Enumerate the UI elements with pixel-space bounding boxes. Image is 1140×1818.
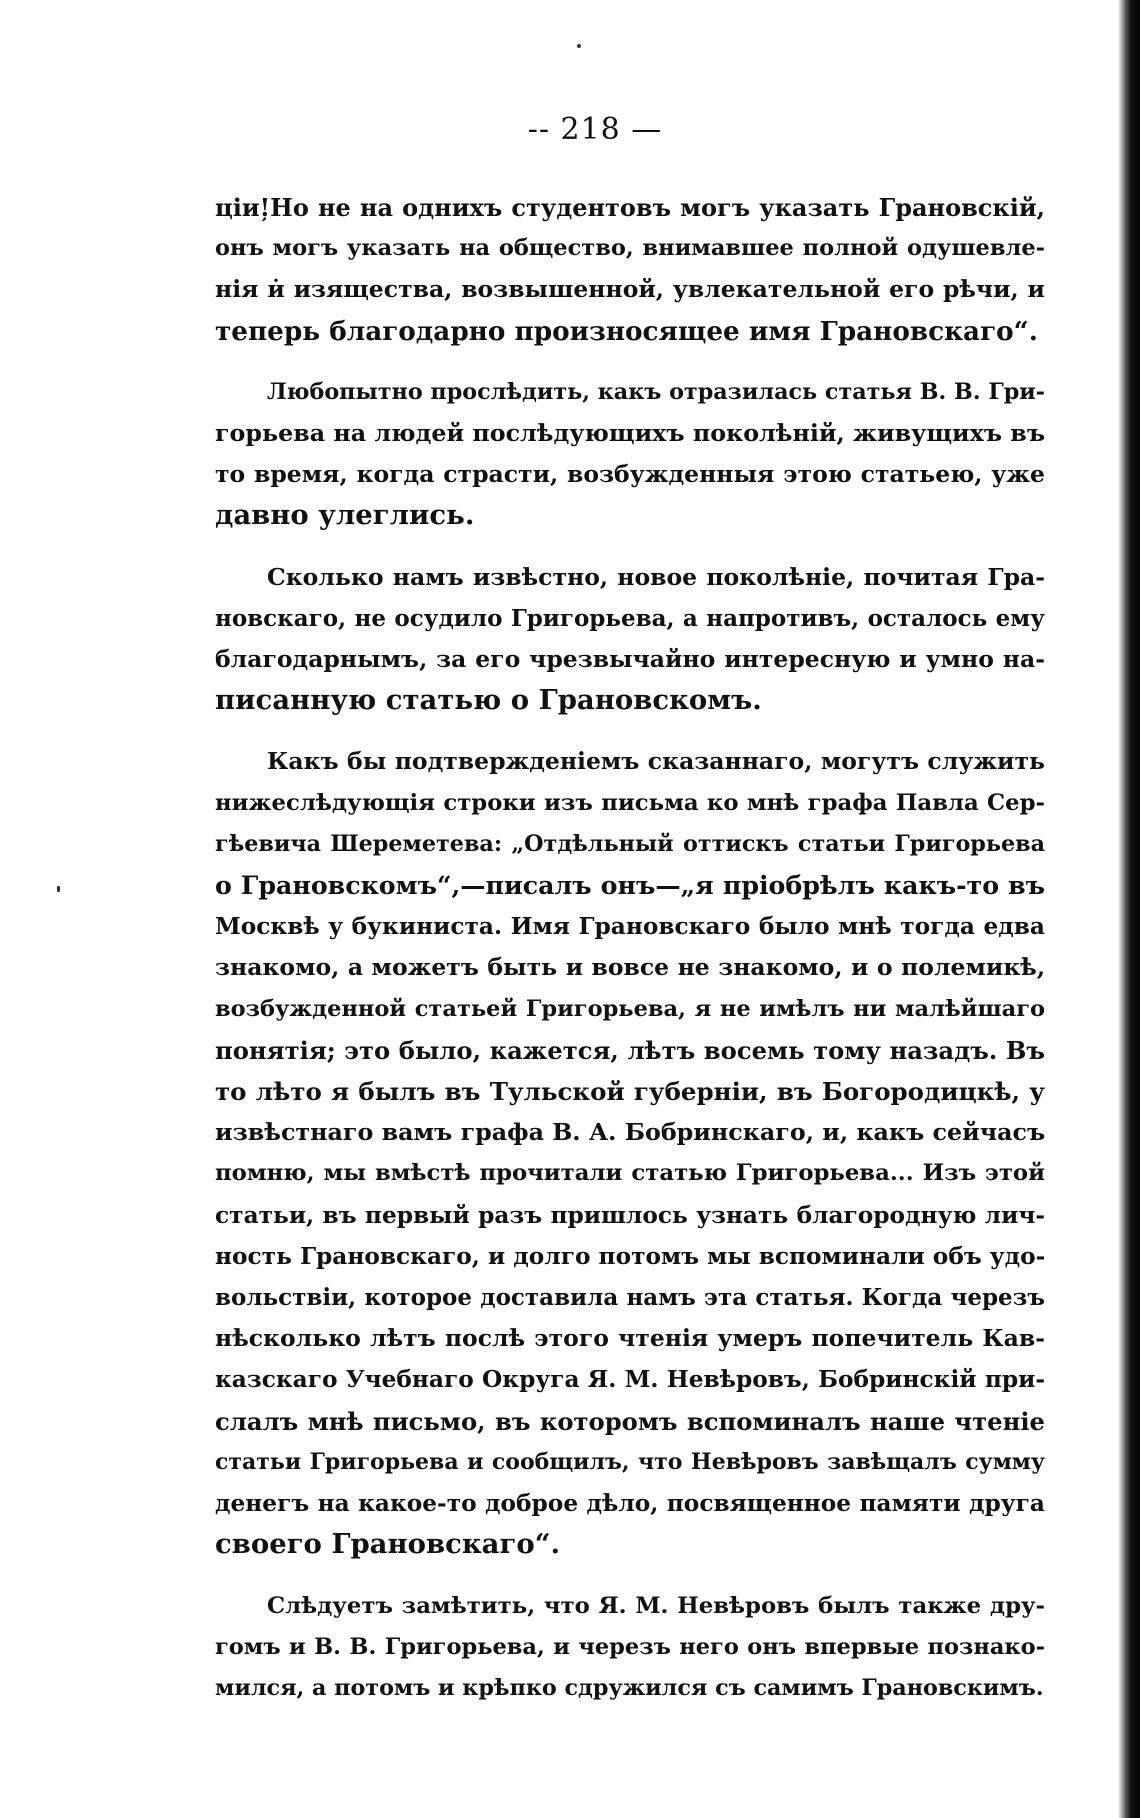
text-line: извѣстнаго вамъ графа В. А. Бобринскаго, и, какъ сейчасъ xyxy=(215,1118,1046,1147)
page-edge-shadow xyxy=(1118,0,1140,1818)
text-line: возбужденной статьей Григорьева, я не имѣлъ ни малѣйшаго xyxy=(215,995,1045,1022)
text-line: помню, мы вмѣстѣ прочитали статью Григорьева... Изъ этой xyxy=(215,1160,1045,1187)
ink-speck xyxy=(57,886,60,892)
text-line: новскаго, не осудило Григорьева, а напротивъ, осталось ему xyxy=(215,604,1045,632)
text-line: гѣевича Шереметева: „Отдѣльный оттискъ статьи Григорьева xyxy=(215,830,1045,857)
paragraph xyxy=(215,741,1045,1565)
text-line: то лѣто я былъ въ Тульской губерніи, въ Богородицкѣ, у xyxy=(215,1077,1045,1107)
text-line: Сколько намъ извѣстно, новое поколѣніе, почитая Гра- xyxy=(267,562,1045,591)
text-line: нія и̇ изящества, возвышенной, увлекательной его рѣчи, и xyxy=(215,275,1045,304)
text-line: Какъ бы подтвержденіемъ сказаннаго, могутъ служить xyxy=(267,747,1045,776)
paragraph xyxy=(215,187,1045,352)
text-line: нижеслѣдующія строки изъ письма ко мнѣ графа Павла Сер- xyxy=(215,789,1045,816)
body-text xyxy=(215,187,1045,1729)
text-line: нѣсколько лѣтъ послѣ этого чтенія умеръ попечитель Кав- xyxy=(215,1324,1045,1353)
paragraph xyxy=(215,1586,1045,1710)
text-line: Москвѣ у букиниста. Имя Грановскаго было мнѣ тогда едва xyxy=(215,913,1045,941)
text-line: давно улеглись. xyxy=(215,499,475,532)
text-line: ціи!̦Но не на однихъ студентовъ могъ указать Грановскій, xyxy=(215,193,1045,222)
text-line: статьи Григорьева и сообщилъ, что Невѣровъ завѣщалъ сумму xyxy=(215,1448,1045,1475)
text-line: знакомо, а можетъ быть и вовсе не знакомо, и о полемикѣ, xyxy=(215,953,1045,982)
text-line: казскаго Учебнаго Округа Я. М. Невѣровъ, Бобринскій при- xyxy=(215,1366,1045,1394)
ink-speck xyxy=(577,44,581,48)
text-line: понятія; это было, кажется, лѣтъ восемь тому назадъ. Въ xyxy=(215,1035,1045,1065)
text-line: вольствіи, которое доставила намъ эта статья. Когда черезъ xyxy=(215,1284,1045,1312)
text-line: онъ могъ указать на общество, внимавшее полной одушевле- xyxy=(215,235,1045,262)
text-line: благодарнымъ, за его чрезвычайно интересную и умно на- xyxy=(215,645,1045,674)
text-line: о Грановскомъ“,—писалъ онъ—„я пріобрѣлъ какъ-то въ xyxy=(215,870,1045,901)
paragraph xyxy=(215,372,1045,537)
page-number: -- 218 — xyxy=(527,112,663,147)
text-line: ность Грановскаго, и долго потомъ мы вспоминали объ удо- xyxy=(215,1242,1046,1270)
text-line: Любопытно прослѣдить, какъ отразилась статья В. В. Гри- xyxy=(267,378,1045,405)
text-line: мился, а потомъ и крѣпко сдружился съ самимъ Грановскимъ. xyxy=(215,1674,1044,1701)
text-line: гомъ и В. В. Григорьева, и черезъ него онъ впервые познако- xyxy=(215,1633,1045,1660)
text-line: то время, когда страсти, возбужденныя этою статьею, уже xyxy=(215,460,1045,489)
text-line: писанную статью о Грановскомъ. xyxy=(215,684,762,717)
paragraph xyxy=(215,557,1045,722)
text-line: денегъ на какое-то доброе дѣло, посвященное памяти друга xyxy=(215,1490,1045,1518)
text-line: статьи, въ первый разъ пришлось узнать благородную лич- xyxy=(215,1201,1045,1229)
text-line: теперь благодарно произносящее имя Грановскаго“. xyxy=(215,315,1038,347)
text-line: слалъ мнѣ письмо, въ которомъ вспоминалъ наше чтеніе xyxy=(215,1406,1045,1436)
text-line: горьева на людей послѣдующихъ поколѣній, живущихъ въ xyxy=(215,419,1046,448)
text-line: своего Грановскаго“. xyxy=(215,1528,561,1561)
text-line: Слѣдуетъ замѣтить, что Я. М. Невѣровъ былъ также дру- xyxy=(267,1592,1045,1619)
